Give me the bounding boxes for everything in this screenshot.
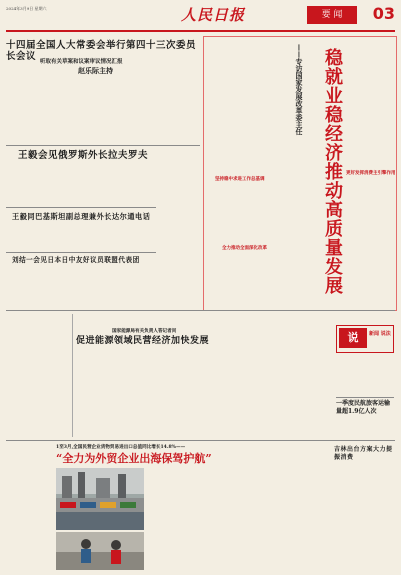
middle-headline: 促进能源领域民营经济加快发展 [76, 336, 210, 346]
feature-subhead-b: 全力推动全面深化改革 [222, 246, 267, 251]
middle-right-headline: 一季度民航旅客运输量超1.9亿人次 [336, 400, 391, 415]
dateline: 2024年3月9日 星期六 [6, 6, 47, 11]
news-commentary-stamp [336, 325, 394, 353]
middle-body-c [232, 314, 332, 436]
bottom-right-headline: 吉林出台方案大力提振消费 [334, 446, 393, 461]
bottom-body-c [258, 444, 330, 569]
masthead-rule [6, 30, 395, 32]
bottom-left-body [6, 444, 54, 569]
divider [336, 397, 394, 398]
feature-body-col3 [346, 40, 392, 168]
divider [6, 252, 156, 253]
stamp-glyph: 说 [339, 328, 367, 348]
column-rule [72, 314, 73, 437]
page-number: 03 [372, 4, 395, 23]
middle-body-a [76, 350, 146, 436]
middle-kicker: 国家能源局有关负责人答记者问 [112, 329, 177, 334]
stamp-label: 新闻 说法 [369, 331, 391, 337]
story3-side [160, 212, 200, 268]
photo-art [56, 532, 144, 570]
lead-subhead2: 赵乐际主持 [78, 66, 113, 75]
bottom-body-a [148, 468, 200, 569]
feature-body-col2 [207, 184, 343, 242]
divider [6, 145, 200, 146]
feature-body-col5 [207, 253, 343, 307]
divider [6, 207, 156, 208]
lead-headline: 十四届全国人大常委会举行第四十三次委员长会议 [6, 40, 197, 62]
story2-body-a [6, 166, 88, 204]
story4-headline: 刘结一会见日本日中友好议员联盟代表团 [12, 256, 140, 264]
lead-subhead: 听取有关草案和议案审议情况汇报 [40, 59, 123, 65]
section-tab: 要 闻 [307, 6, 357, 24]
bottom-right-body [334, 464, 396, 569]
worker-photo [56, 532, 144, 570]
middle-left-body [6, 314, 70, 436]
divider [6, 440, 395, 441]
bottom-body-b [204, 468, 256, 569]
story4-body [6, 266, 200, 306]
bottom-headline: “全力为外贸企业出海保驾护航” [56, 452, 212, 465]
lead-body-col2 [70, 76, 132, 142]
feature-side-head: 更好发挥消费主引擎作用 [346, 171, 396, 176]
divider [6, 310, 395, 311]
middle-right-body [336, 418, 392, 438]
story2-body-c [144, 166, 200, 204]
story3-body [6, 224, 156, 250]
story2-body-b [92, 166, 140, 204]
stamp-body [336, 354, 392, 394]
bottom-kicker: 1至3月,全国民营企业货物贸易进出口总值同比增长14.8%—— [56, 445, 186, 450]
story2-headline: 王毅会见俄罗斯外长拉夫罗夫 [18, 150, 149, 161]
masthead [6, 4, 395, 30]
middle-body-b [150, 350, 230, 436]
lead-body-col1 [6, 76, 66, 142]
photo-art [56, 468, 144, 530]
feature-subhead-a: 坚持稳中求进工作总基调 [215, 177, 265, 182]
story3-headline: 王毅同巴基斯坦副总理兼外长达尔通电话 [12, 212, 151, 221]
feature-body-col1 [207, 40, 285, 172]
newspaper-logo: 人民日报 [181, 6, 246, 24]
feature-kicker: ——专访国家发展改革委主任 [295, 44, 304, 135]
feature-body-col4 [346, 178, 392, 306]
port-photo [56, 468, 144, 530]
lead-body-col3 [136, 76, 198, 142]
feature-title: 稳就业稳经济推动高质量发展 [322, 48, 343, 295]
